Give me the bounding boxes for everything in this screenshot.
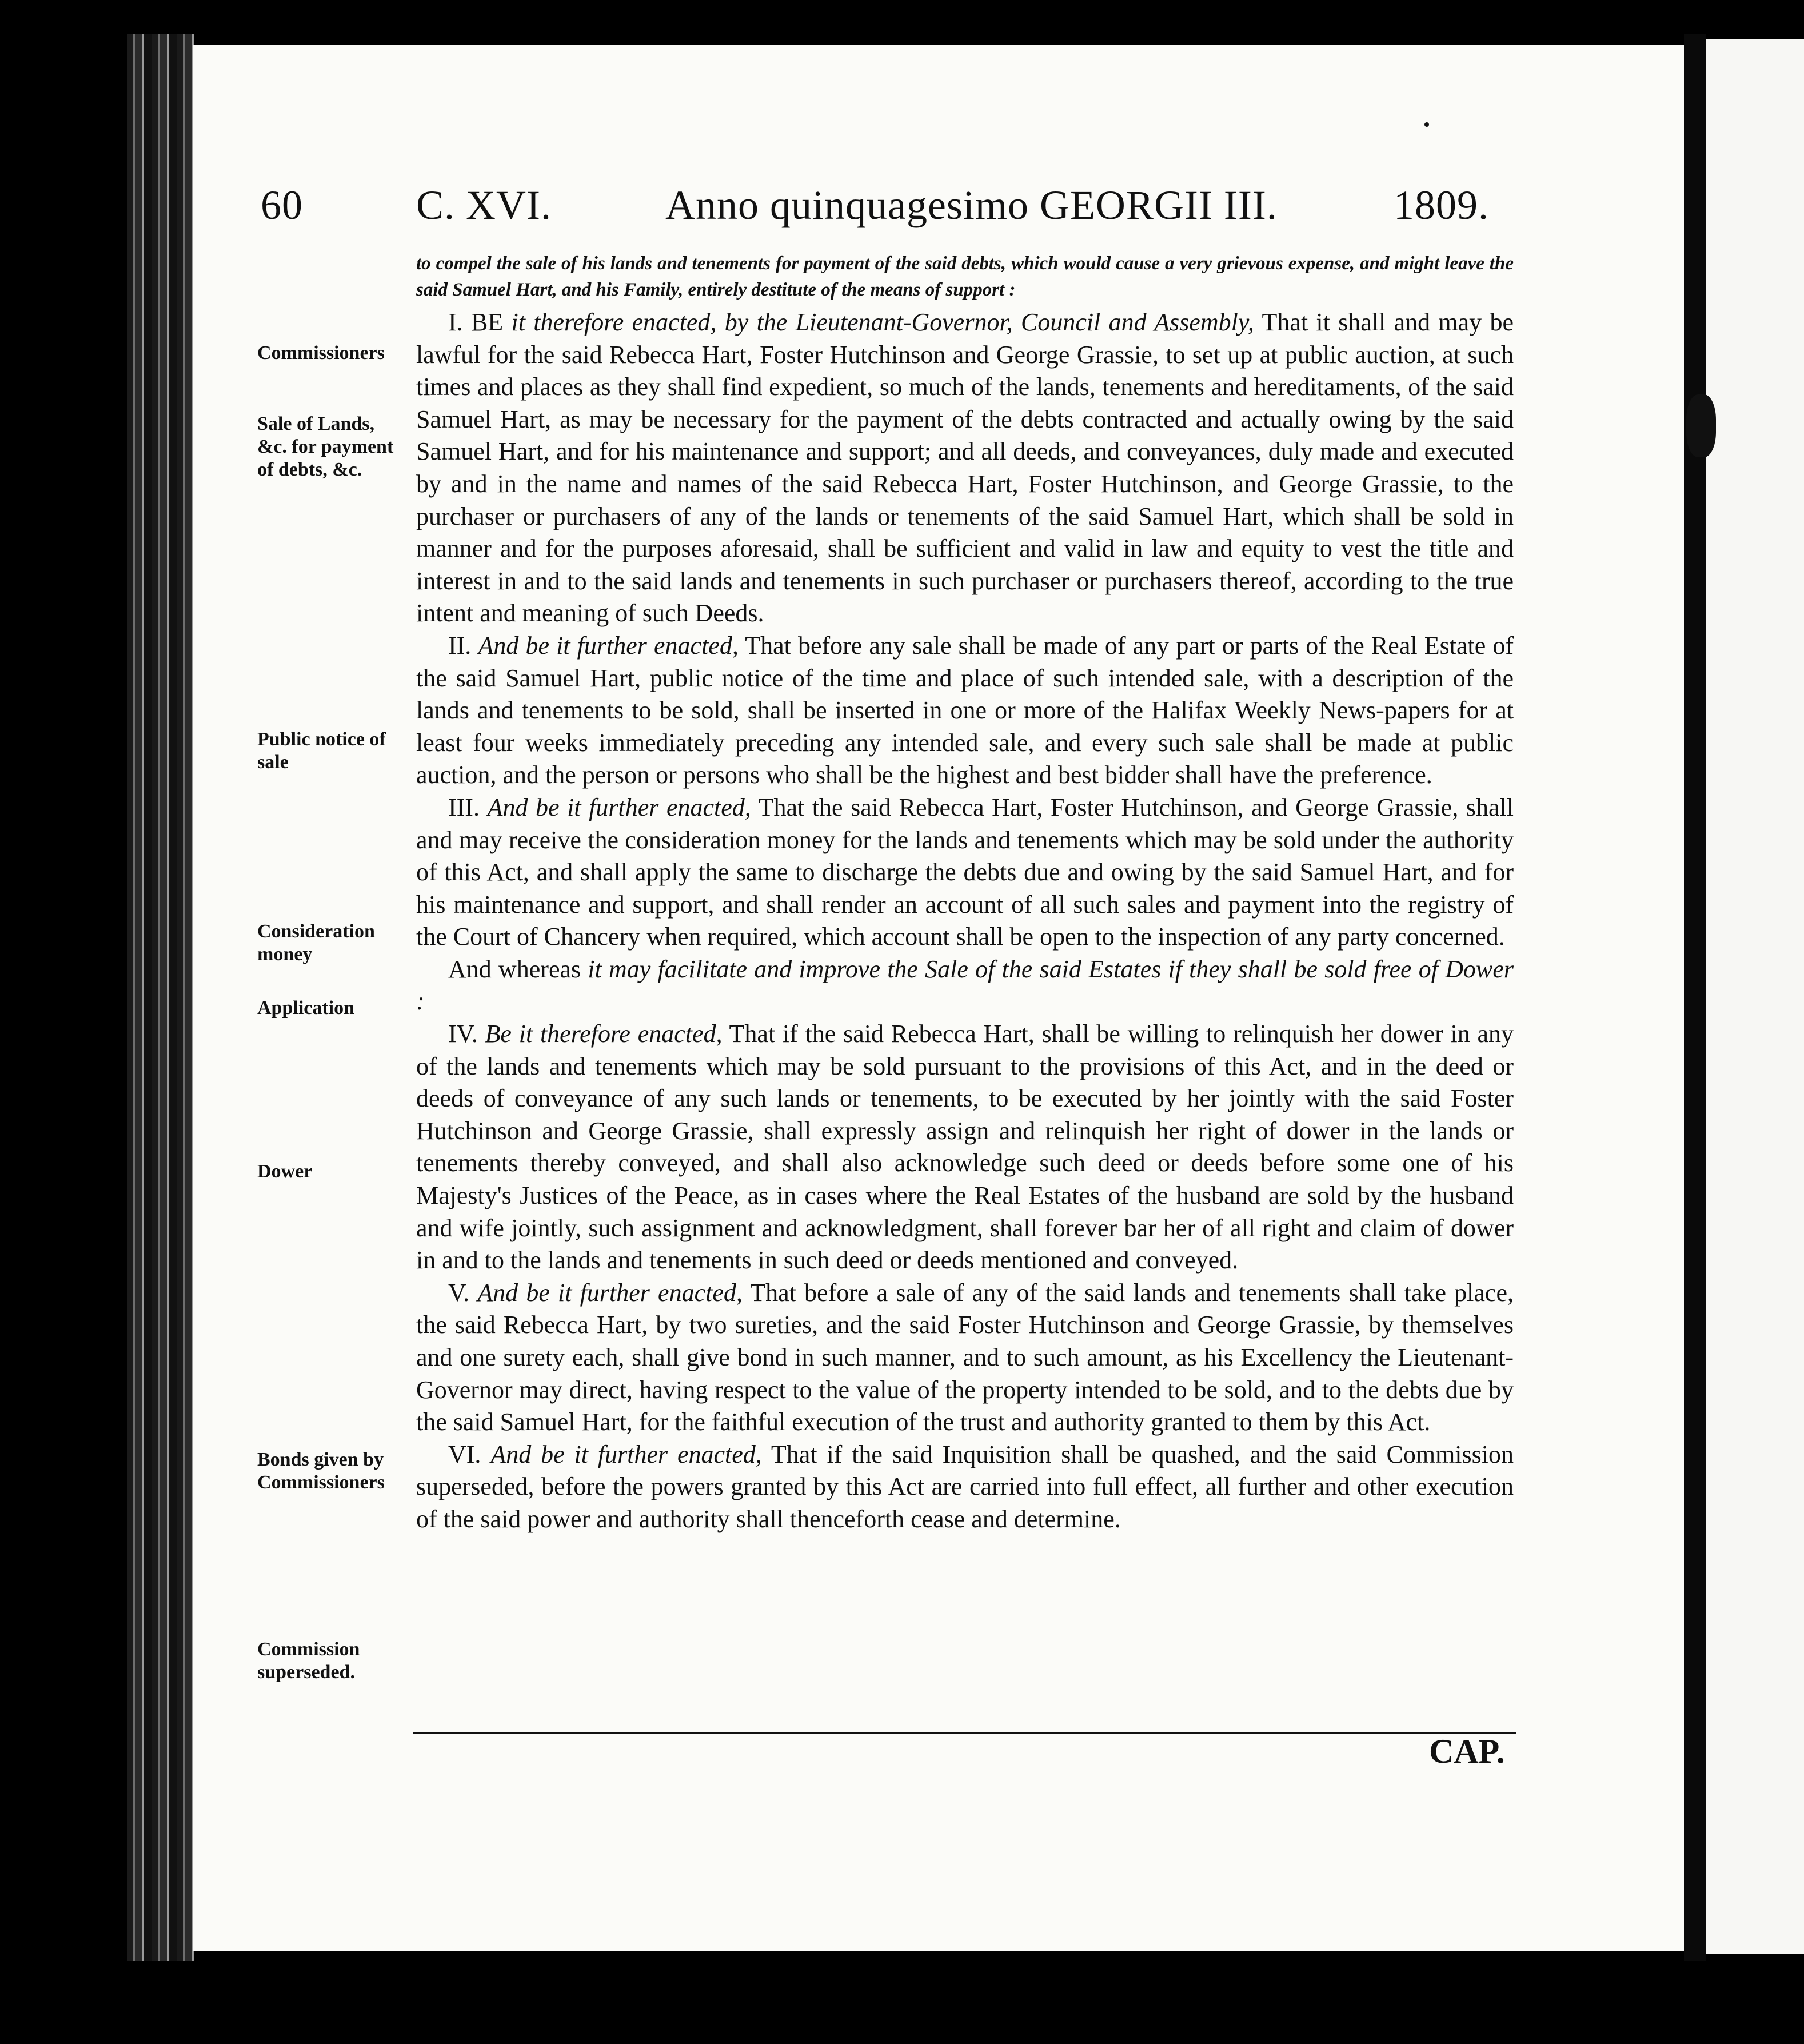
margin-note: Application [257, 997, 355, 1019]
section-3 [416, 792, 1514, 953]
running-title: Anno quinquagesimo GEORGII III. [665, 182, 1278, 228]
page-number: 60 [261, 182, 303, 228]
section-text: That the said Rebecca Hart, Foster Hutchinson, and George Grassie, shall and may receive the consideration money for the lands and tenements which may be sold under the authority of this Act, and shall apply the same to discharge the debts due and owing by the said Samuel Hart, and for his maintenance and support, and shall render an account of all such sales and payment into the registry of the Court of Chancery when required, which account shall be open to the inspection of any party concerned. [416, 793, 1514, 951]
section-text: That before any sale shall be made of any part or parts of the Real Estate of the said Samuel Hart, public notice of the time and place of such intended sale, with a description of the lands and tenements to be sold, shall be inserted in one or more of the Halifax Weekly News-papers for at least four weeks immediately preceding any intended sale, and every such sale shall be made at public auction, and the person or persons who shall be the highest and best bidder shall have the preference. [416, 631, 1514, 789]
margin-note: Commissioners [257, 342, 385, 364]
section-lead: VI. [448, 1440, 481, 1468]
running-year: 1809. [1394, 182, 1489, 228]
section-text: That before a sale of any of the said lands and tenements shall take place, the said Rebecca Hart, by two sureties, and the said Foster Hutchinson and George Grassie, by themselves and one surety each, shall give bond in such manner, and to such amount, as his Excellency the Lieutenant-Governor may direct, having respect to the value of the property intended to be sold, and to the debts due by the said Samuel Hart, for the faithful execution of the trust and authority granted to them by this Act. [416, 1278, 1514, 1436]
catchword: CAP. [1429, 1732, 1505, 1770]
book-spine [127, 34, 194, 1961]
chapter-number: C. XVI. [416, 182, 552, 228]
enacting-clause: And be it further enacted, [478, 631, 739, 660]
ink-speck [1424, 122, 1429, 127]
page-gutter-shadow [1684, 34, 1706, 1961]
enacting-clause: Be it therefore enacted, [485, 1020, 723, 1048]
section-lead: II. [448, 631, 472, 660]
enacting-clause: it may facilitate and improve the Sale of the said Estates if they shall be sold free of Dower : [416, 955, 1514, 1016]
section-1 [416, 306, 1514, 630]
section-lead: III. [448, 793, 480, 821]
section-lead: V. [448, 1278, 470, 1307]
margin-note: Consideration money [257, 921, 375, 965]
preamble: to compel the sale of his lands and tenements for payment of the said debts, which would cause a very grievous expense, and might leave the said Samuel Hart, and his Family, entirely destitute of the means of support : [416, 253, 1514, 300]
section-lead: IV. [448, 1020, 478, 1048]
section-text: That if the said Rebecca Hart, shall be willing to relinquish her dower in any of the lands and tenements which may be sold pursuant to the provisions of this Act, and in the deed or deeds of conveyance of any such lands or tenements, to be executed by her jointly with the said Foster Hutchinson and George Grassie, shall expressly assign and relinquish her right of dower in the lands or tenements thereby conveyed, and shall also acknowledge such deed or deeds before some one of his Majesty's Justices of the Peace, as in cases where the Real Estates of the husband are sold by the husband and wife jointly, such assignment and acknowledgment, shall forever bar her of all right and claim of dower in and to the lands and tenements in such deed or deeds mentioned and conveyed. [416, 1020, 1514, 1275]
margin-note: Public notice of sale [257, 729, 386, 773]
section-lead: I. BE [448, 308, 504, 336]
running-head [261, 182, 1518, 245]
enacting-clause: And be it further enacted, [490, 1440, 762, 1468]
margin-note: Commission superseded. [257, 1639, 360, 1683]
ink-blot [1686, 394, 1716, 457]
section-2 [416, 630, 1514, 792]
section-text: That it shall and may be lawful for the said Rebecca Hart, Foster Hutchinson and George Grassie, to set up at public auction, at such times and places as they shall find expedient, so much of the lands, tenements and hereditaments, of the said Samuel Hart, as may be necessary for the payment of the debts contracted and actually owing by the said Samuel Hart, and for his maintenance and support; and all deeds, and conveyances, duly made and executed by and in the name and names of the said Rebecca Hart, Foster Hutchinson, and George Grassie, to the purchaser or purchasers of any of the lands or tenements of the said Samuel Hart, which shall be sold in manner and for the purposes aforesaid, shall be sufficient and valid in law and equity to vest the title and interest in and to the said lands and tenements in such purchaser or purchasers thereof, according to the true intent and meaning of such Deeds. [416, 308, 1514, 628]
section-4 [416, 1018, 1514, 1277]
facing-page-edge [1706, 39, 1804, 1954]
section-6 [416, 1439, 1514, 1536]
whereas-clause [416, 953, 1514, 1018]
section-5 [416, 1277, 1514, 1439]
closing-rule [413, 1732, 1516, 1734]
main-text [416, 250, 1514, 1536]
section-text: That if the said Inquisition shall be quashed, and the said Commission superseded, before the powers granted by this Act are carried into full effect, all further and other execution of the said power and authority shall thenceforth cease and determine. [416, 1440, 1514, 1533]
enacting-clause: And be it further enacted, [477, 1278, 743, 1307]
margin-note: Bonds given by Commissioners [257, 1449, 385, 1493]
margin-note: Dower [257, 1161, 313, 1182]
margin-note: Sale of Lands, &c. for payment of debts, &c. [257, 413, 394, 480]
section-lead: And whereas [448, 955, 581, 983]
enacting-clause: And be it further enacted, [487, 793, 751, 821]
enacting-clause: it therefore enacted, by the Lieutenant-Governor, Council and Assembly, [511, 308, 1254, 336]
